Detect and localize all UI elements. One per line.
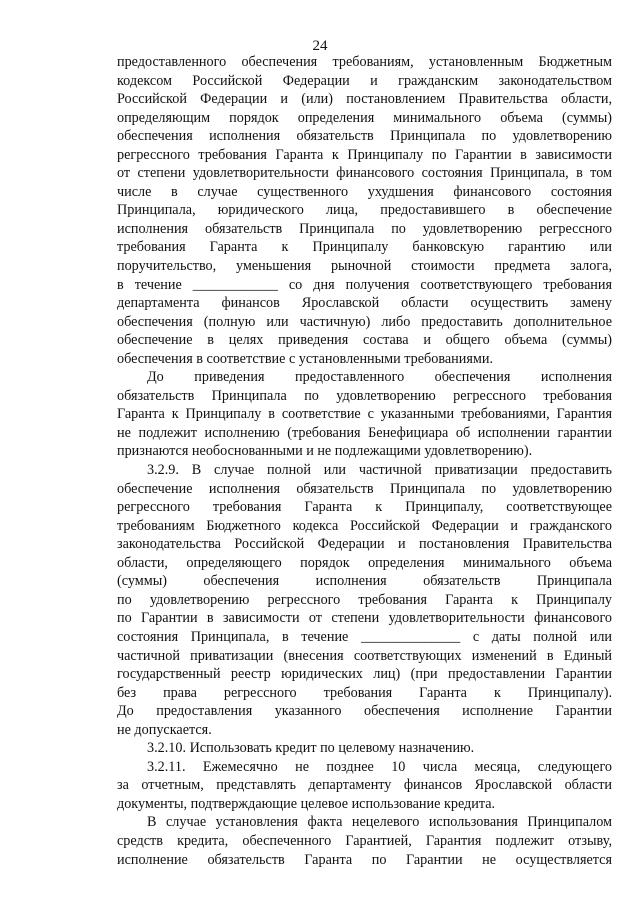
text-line: законодательства Российской Федерации и постановления Правительства: [117, 536, 612, 553]
text-line: Принципала, юридического лица, предоставившего в обеспечение: [117, 202, 612, 219]
text-line: числе в случае существенного ухудшения финансового состояния: [117, 183, 612, 200]
text-line: области, определяющего порядок определения минимального объема: [117, 554, 612, 571]
text-line: частичной приватизации (внесения соответствующих изменений в Единый: [117, 647, 612, 664]
text-line: по Гарантии в зависимости от степени удовлетворительности финансового: [117, 610, 612, 627]
text-line: До приведения предоставленного обеспечения исполнения: [147, 369, 612, 386]
text-line: признаются необоснованными и не подлежащими удовлетворению).: [117, 443, 533, 460]
text-line: государственный реестр юридических лиц) (при предоставлении Гарантии: [117, 666, 612, 683]
text-line: 3.2.9. В случае полной или частичной приватизации предоставить: [147, 462, 612, 479]
page-number: 24: [312, 38, 328, 54]
text-line: обеспечения (полную или частичную) либо предоставить дополнительное: [117, 313, 612, 330]
text-line: обеспечения исполнения обязательств Принципала по удовлетворению: [117, 128, 612, 145]
text-line: обеспечения в соответствие с установленными требованиями.: [117, 350, 493, 367]
text-line: требования Гаранта к Принципалу банковскую гарантию или: [117, 239, 612, 256]
text-line: департамента финансов Ярославской области осуществить замену: [117, 295, 612, 312]
text-line: (суммы) обеспечения исполнения обязательств Принципала: [117, 573, 612, 590]
text-line: 3.2.10. Использовать кредит по целевому назначению.: [147, 740, 475, 757]
text-line: До предоставления указанного обеспечения исполнение Гарантии: [117, 703, 612, 720]
text-line: предоставленного обеспечения требованиям, установленным Бюджетным: [117, 54, 612, 70]
text-line: Гаранта к Принципалу в соответствие с указанными требованиями, Гарантия: [117, 406, 612, 423]
text-line: определяющим порядок определения минимального объема (суммы): [117, 109, 612, 126]
text-line: обеспечение исполнения обязательств Принципала по удовлетворению: [117, 480, 612, 497]
text-line: обязательств Принципала по удовлетворению регрессного требования: [117, 387, 612, 404]
text-line: Российской Федерации и (или) постановлением Правительства области,: [117, 91, 612, 108]
text-line: 3.2.11. Ежемесячно не позднее 10 числа месяца, следующего: [147, 758, 612, 775]
text-line: не допускается.: [117, 721, 212, 738]
text-line: исполнение обязательств Гаранта по Гарантии не осуществляется: [117, 851, 612, 868]
text-line: от степени удовлетворительности финансового состояния Принципала, в том: [117, 165, 612, 182]
text-line: по удовлетворению регрессного требования Гаранта к Принципалу: [117, 591, 612, 608]
text-line: документы, подтверждающие целевое использование кредита.: [117, 795, 496, 812]
text-line: исполнения обязательств Принципала по удовлетворению регрессного: [117, 220, 612, 237]
text-line: регрессного требования Гаранта к Принципалу по Гарантии в зависимости: [117, 146, 612, 163]
text-line: регрессного требования Гаранта к Принципалу, соответствующее: [117, 499, 612, 516]
text-line: требованиям Бюджетного кодекса Российской Федерации и гражданского: [117, 517, 612, 534]
text-line: не подлежит исполнению (требования Бенефициара об исполнении гарантии: [117, 424, 612, 441]
text-line: без права регрессного требования Гаранта к Принципалу).: [117, 684, 612, 701]
text-line: средств кредита, обеспеченного Гарантией, Гарантия подлежит отзыву,: [117, 832, 612, 849]
text-line: обеспечение в целях приведения состава и общего объема (суммы): [117, 332, 612, 349]
text-line: кодексом Российской Федерации и гражданским законодательством: [117, 72, 612, 89]
text-line: В случае установления факта нецелевого использования Принципалом: [147, 814, 612, 831]
text-line: состояния Принципала, в течение ______________ с даты полной или: [117, 628, 612, 645]
document-body: [117, 53, 612, 869]
text-line: за отчетным, представлять департаменту финансов Ярославской области: [117, 777, 612, 794]
text-line: поручительство, уменьшения рыночной стоимости предмета залога,: [117, 258, 612, 275]
text-line: в течение ____________ со дня получения соответствующего требования: [117, 276, 612, 293]
